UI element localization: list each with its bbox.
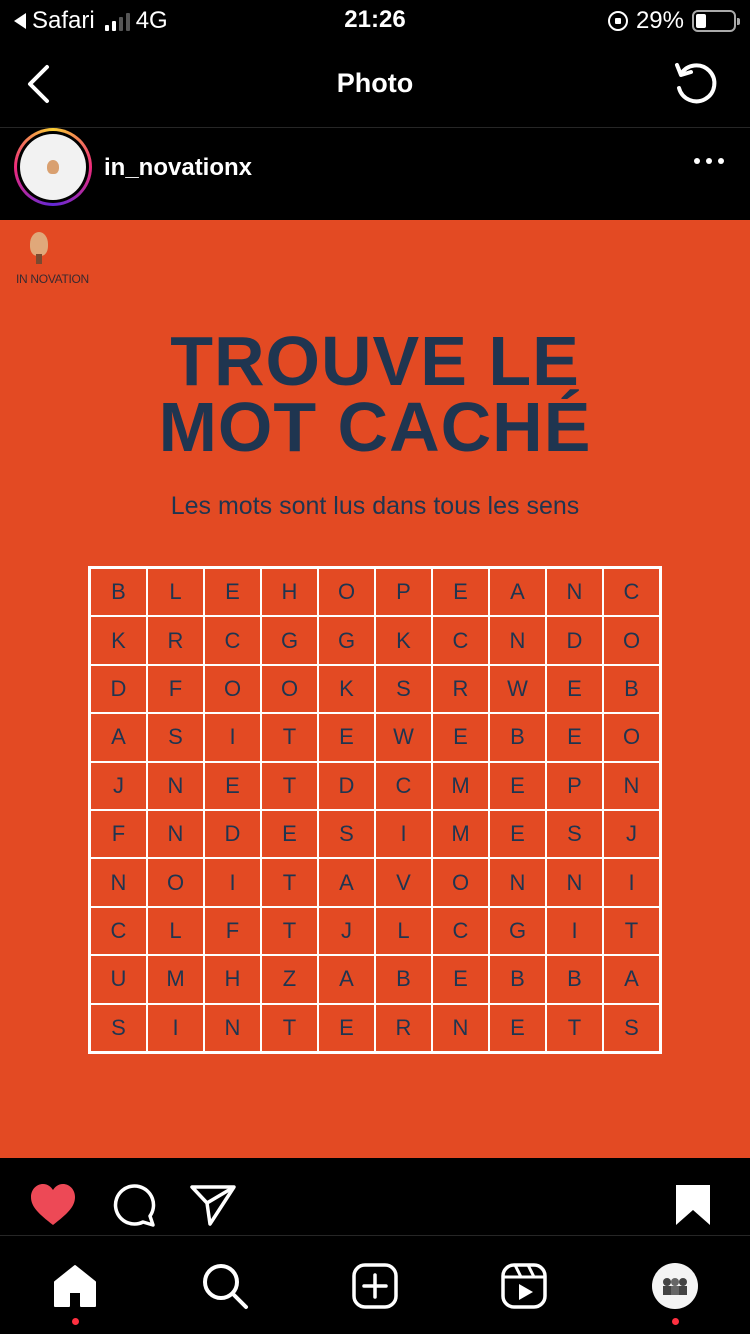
grid-cell: B (489, 955, 546, 1003)
grid-cell: F (204, 907, 261, 955)
grid-cell: S (147, 713, 204, 761)
rotation-lock-icon (608, 11, 628, 31)
grid-cell: M (432, 810, 489, 858)
grid-cell: T (546, 1004, 603, 1052)
grid-cell: C (90, 907, 147, 955)
grid-cell: N (546, 568, 603, 616)
grid-cell: U (90, 955, 147, 1003)
profile-avatar-icon (652, 1263, 698, 1309)
grid-cell: I (546, 907, 603, 955)
grid-cell: H (261, 568, 318, 616)
grid-cell: J (603, 810, 660, 858)
grid-cell: C (603, 568, 660, 616)
avatar-bulb-icon (47, 160, 59, 174)
grid-cell: A (318, 955, 375, 1003)
grid-cell: N (147, 762, 204, 810)
save-button[interactable] (668, 1182, 718, 1228)
grid-cell: T (261, 907, 318, 955)
grid-cell: V (375, 858, 432, 906)
grid-cell: S (603, 1004, 660, 1052)
grid-cell: K (90, 616, 147, 664)
grid-cell: T (261, 713, 318, 761)
grid-cell: I (204, 713, 261, 761)
more-options-button[interactable] (694, 158, 724, 164)
refresh-icon (671, 60, 719, 108)
grid-cell: F (147, 665, 204, 713)
grid-cell: E (204, 568, 261, 616)
grid-cell: O (603, 713, 660, 761)
post-title-line2: MOT CACHÉ (158, 388, 592, 466)
network-label: 4G (135, 7, 168, 34)
grid-cell: D (546, 616, 603, 664)
more-icon (694, 158, 700, 164)
tab-search[interactable] (197, 1260, 253, 1312)
grid-cell: N (147, 810, 204, 858)
grid-cell: C (432, 907, 489, 955)
grid-cell: N (546, 858, 603, 906)
tab-create[interactable] (347, 1260, 403, 1312)
like-button[interactable] (28, 1182, 78, 1228)
brand-logo (16, 232, 116, 292)
grid-cell: S (375, 665, 432, 713)
grid-cell: O (204, 665, 261, 713)
grid-cell: S (318, 810, 375, 858)
grid-cell: L (375, 907, 432, 955)
grid-cell: E (546, 665, 603, 713)
grid-cell: L (147, 907, 204, 955)
tab-profile[interactable] (647, 1260, 703, 1312)
heart-icon (29, 1183, 77, 1227)
grid-cell: D (204, 810, 261, 858)
grid-cell: D (90, 665, 147, 713)
grid-cell: W (489, 665, 546, 713)
grid-cell: N (489, 858, 546, 906)
status-bar (0, 0, 750, 42)
battery-fill (696, 14, 706, 28)
grid-cell: E (318, 1004, 375, 1052)
grid-cell: O (261, 665, 318, 713)
share-button[interactable] (188, 1182, 238, 1228)
grid-cell: E (489, 1004, 546, 1052)
grid-cell: A (90, 713, 147, 761)
username[interactable]: in_novationx (104, 154, 253, 181)
grid-cell: E (432, 713, 489, 761)
grid-cell: C (432, 616, 489, 664)
grid-cell: E (546, 713, 603, 761)
grid-cell: K (318, 665, 375, 713)
grid-cell: J (318, 907, 375, 955)
grid-cell: O (432, 858, 489, 906)
grid-cell: H (204, 955, 261, 1003)
post-image[interactable] (0, 220, 750, 1158)
grid-cell: F (90, 810, 147, 858)
brand-logo-text: IN NOVATION (16, 272, 89, 286)
profile-figures-icon (660, 1276, 690, 1296)
search-icon (201, 1262, 249, 1310)
grid-cell: O (147, 858, 204, 906)
grid-cell: L (147, 568, 204, 616)
grid-cell: E (261, 810, 318, 858)
grid-cell: M (147, 955, 204, 1003)
grid-cell: T (261, 858, 318, 906)
tab-reels[interactable] (496, 1260, 552, 1312)
grid-cell: I (375, 810, 432, 858)
post-subtitle: Les mots sont lus dans tous les sens (170, 492, 580, 520)
tab-home[interactable] (47, 1260, 103, 1312)
grid-cell: G (318, 616, 375, 664)
grid-cell: B (489, 713, 546, 761)
post-title (0, 322, 750, 466)
grid-cell: E (432, 955, 489, 1003)
grid-cell: T (603, 907, 660, 955)
grid-cell: B (375, 955, 432, 1003)
more-icon-dot (706, 158, 712, 164)
grid-cell: E (489, 810, 546, 858)
grid-cell: B (603, 665, 660, 713)
grid-cell: I (603, 858, 660, 906)
grid-cell: E (489, 762, 546, 810)
grid-cell: N (489, 616, 546, 664)
grid-cell: G (489, 907, 546, 955)
comment-icon (110, 1182, 156, 1228)
grid-cell: N (603, 762, 660, 810)
grid-cell: I (147, 1004, 204, 1052)
avatar-frame (17, 131, 89, 203)
grid-cell: G (261, 616, 318, 664)
grid-cell: N (204, 1004, 261, 1052)
send-icon (190, 1184, 236, 1226)
battery-icon (692, 10, 736, 32)
grid-cell: M (432, 762, 489, 810)
grid-cell: E (204, 762, 261, 810)
plus-square-icon (352, 1263, 398, 1309)
brand-bulb-icon (30, 232, 48, 256)
grid-cell: R (147, 616, 204, 664)
more-icon-dot (718, 158, 724, 164)
grid-cell: W (375, 713, 432, 761)
grid-cell: N (90, 858, 147, 906)
grid-cell: N (432, 1004, 489, 1052)
grid-cell: O (603, 616, 660, 664)
grid-cell: B (546, 955, 603, 1003)
grid-cell: T (261, 762, 318, 810)
battery-percent: 29% (635, 7, 684, 34)
grid-cell: B (90, 568, 147, 616)
bookmark-icon (674, 1183, 712, 1227)
tab-bar (0, 1236, 750, 1334)
comment-button[interactable] (108, 1182, 158, 1228)
back-app-label: Safari (32, 7, 95, 34)
avatar-logo-icon (20, 134, 86, 200)
grid-cell: K (375, 616, 432, 664)
grid-cell: J (90, 762, 147, 810)
avatar[interactable] (14, 128, 92, 206)
nav-bar (0, 42, 750, 128)
reels-icon (501, 1263, 547, 1309)
grid-cell: A (603, 955, 660, 1003)
page-title: Photo (336, 68, 414, 98)
grid-cell: Z (261, 955, 318, 1003)
grid-cell: E (432, 568, 489, 616)
grid-cell: A (489, 568, 546, 616)
profile-notification-dot (672, 1318, 679, 1325)
post-header (0, 128, 750, 220)
grid-cell: S (90, 1004, 147, 1052)
status-time: 21:26 (344, 6, 406, 33)
refresh-button[interactable] (670, 60, 720, 108)
action-bar (0, 1158, 750, 1236)
home-notification-dot (72, 1318, 79, 1325)
grid-cell: C (204, 616, 261, 664)
grid-cell: S (546, 810, 603, 858)
grid-cell: P (375, 568, 432, 616)
grid-cell: R (375, 1004, 432, 1052)
grid-cell: E (318, 713, 375, 761)
grid-cell: O (318, 568, 375, 616)
word-search-grid (88, 566, 662, 1054)
grid-cell: T (261, 1004, 318, 1052)
grid-cell: R (432, 665, 489, 713)
grid-cell: A (318, 858, 375, 906)
status-right (608, 6, 736, 36)
grid-cell: C (375, 762, 432, 810)
grid-cell: D (318, 762, 375, 810)
grid-cell: P (546, 762, 603, 810)
post-title-line1: TROUVE LE (170, 322, 580, 400)
home-icon (52, 1264, 98, 1308)
grid-cell: I (204, 858, 261, 906)
